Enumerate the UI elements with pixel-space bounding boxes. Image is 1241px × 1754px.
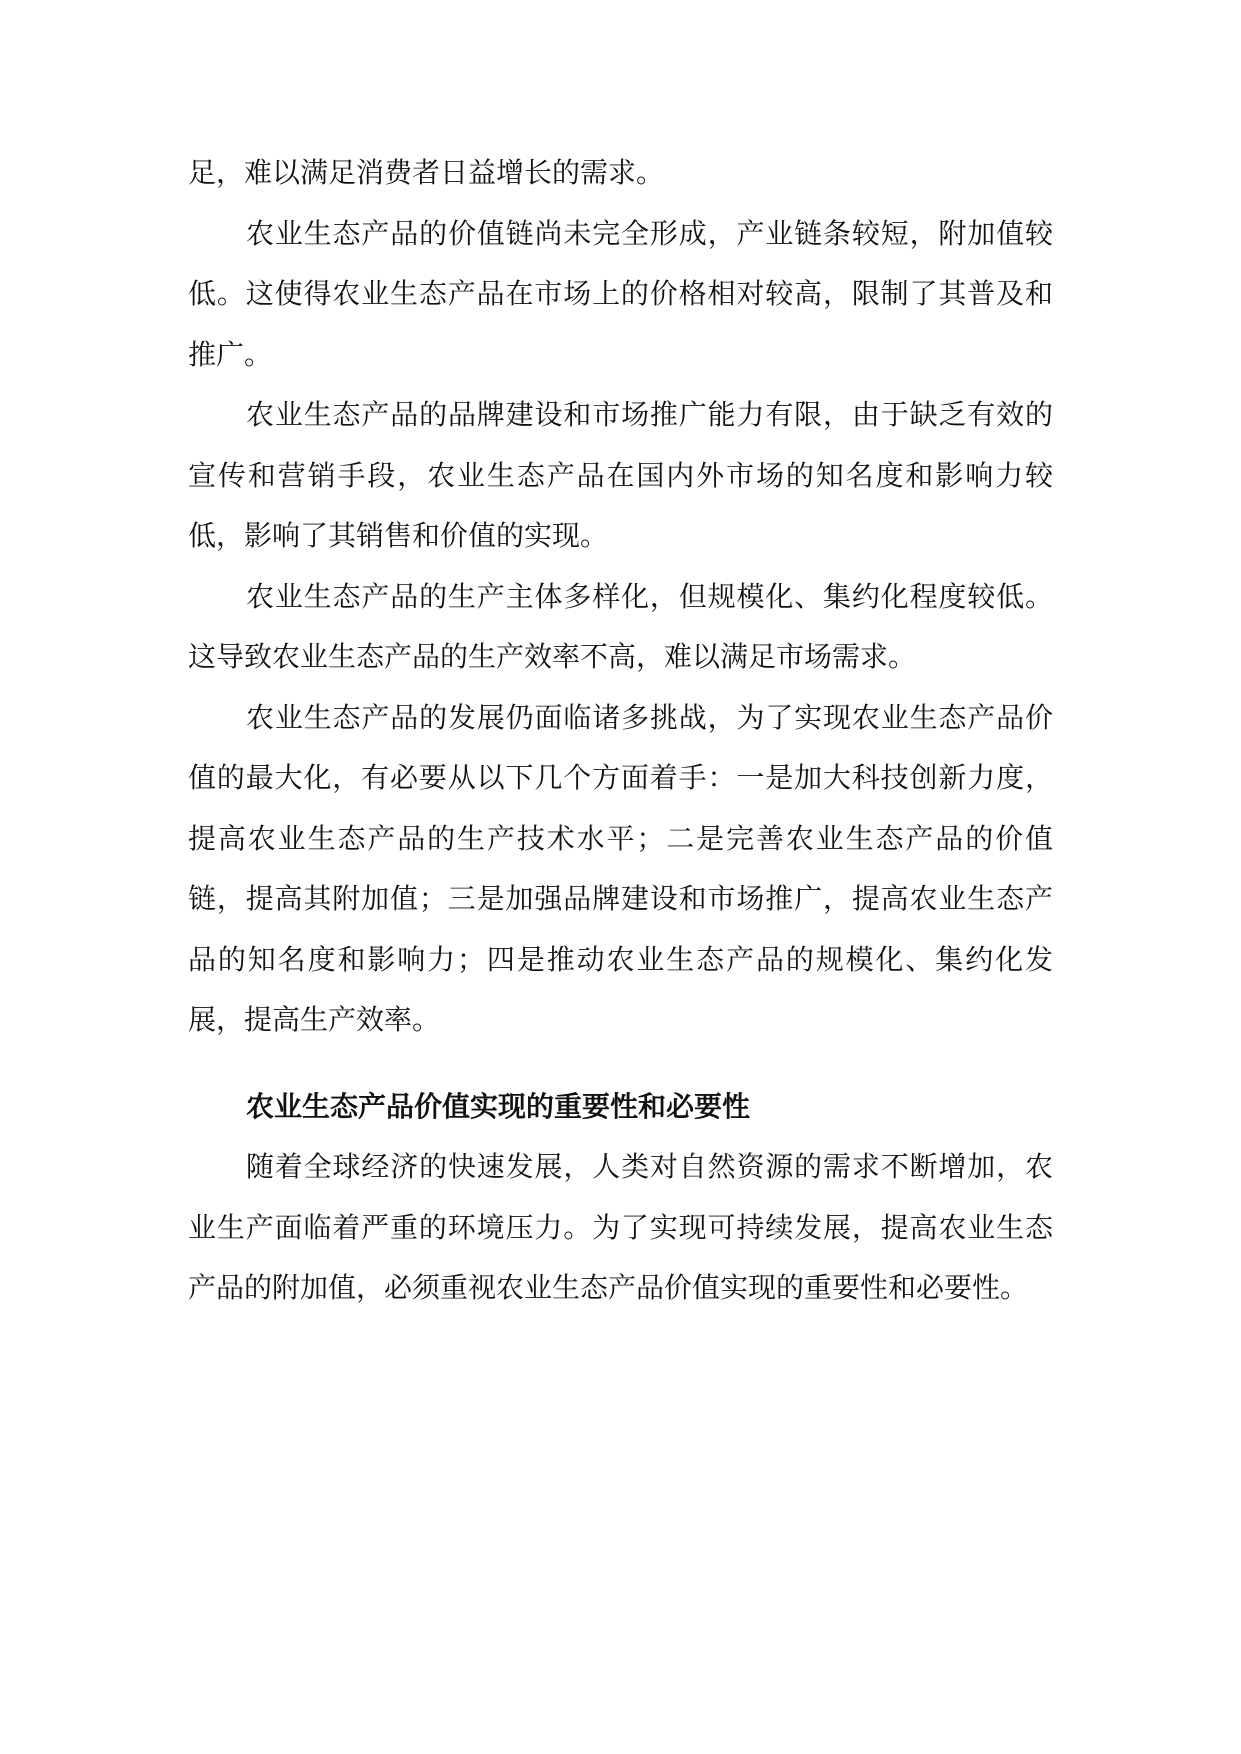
document-body (188, 143, 1053, 1319)
paragraph-closing: 随着全球经济的快速发展，人类对自然资源的需求不断增加，农业生产面临着严重的环境压力。为了实现可持续发展，提高农业生态产品的附加值，必须重视农业生态产品价值实现的重要性和必要性。 (188, 1150, 1053, 1304)
section-heading: 农业生态产品价值实现的重要性和必要性 (246, 1089, 751, 1123)
paragraph-branding: 农业生态产品的品牌建设和市场推广能力有限，由于缺乏有效的宣传和营销手段，农业生态产品在国内外市场的知名度和影响力较低，影响了其销售和价值的实现。 (188, 398, 1053, 552)
paragraph-continued: 足，难以满足消费者日益增长的需求。 (188, 156, 665, 189)
paragraph-production-subjects: 农业生态产品的生产主体多样化，但规模化、集约化程度较低。这导致农业生态产品的生产效率不高，难以满足市场需求。 (188, 579, 1053, 673)
paragraph-value-chain: 农业生态产品的价值链尚未完全形成，产业链条较短，附加值较低。这使得农业生态产品在市场上的价格相对较高，限制了其普及和推广。 (188, 216, 1053, 371)
paragraph-challenges: 农业生态产品的发展仍面临诸多挑战，为了实现农业生态产品价值的最大化，有必要从以下几个方面着手：一是加大科技创新力度，提高农业生态产品的生产技术水平；二是完善农业生态产品的价值链，提高其附加值；三是加强品牌建设和市场推广，提高农业生态产品的知名度和影响力；四是推动农业生态产品的规模化、集约化发展，提高生产效率。 (188, 700, 1053, 1036)
